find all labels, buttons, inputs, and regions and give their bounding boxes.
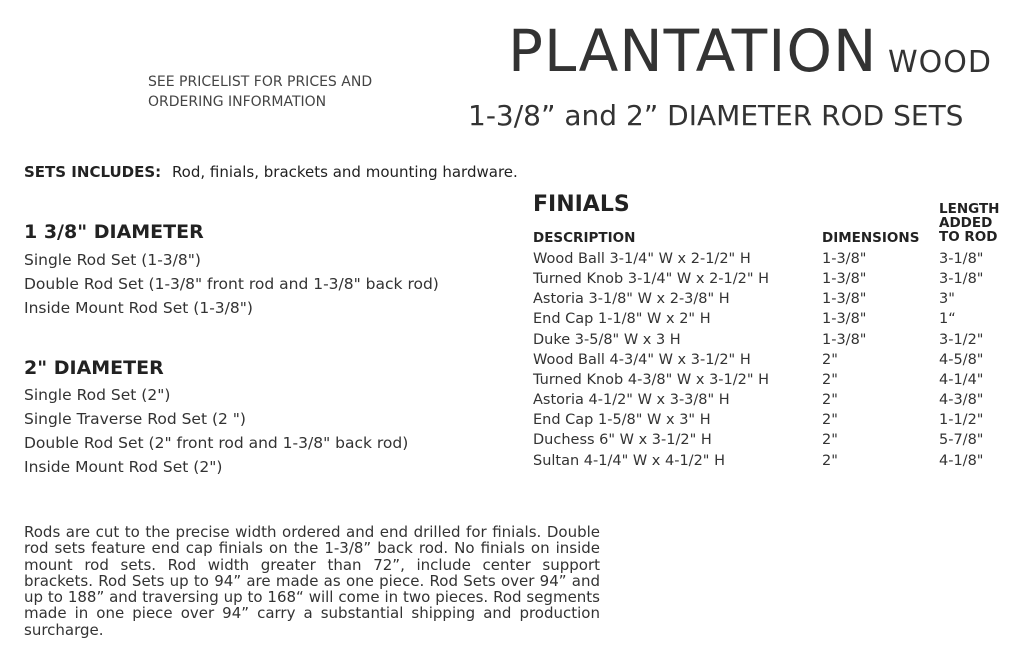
list-item: Inside Mount Rod Set (1-3/8") <box>24 299 253 317</box>
finial-description: Duke 3-5/8" W x 3 H <box>533 332 681 348</box>
column-header-description: DESCRIPTION <box>533 230 636 246</box>
finials-heading: FINIALS <box>533 192 630 217</box>
column-header-length-line-1: LENGTH <box>939 201 1000 217</box>
finial-length: 4-3/8" <box>939 392 984 408</box>
list-item: Double Rod Set (1-3/8" front rod and 1-3/8" back rod) <box>24 275 439 293</box>
finial-description: Duchess 6" W x 3-1/2" H <box>533 432 712 448</box>
column-header-length-line-3: TO ROD <box>939 229 998 245</box>
finial-dimensions: 2" <box>822 453 838 469</box>
list-item: Single Rod Set (1-3/8") <box>24 251 201 269</box>
diameter-heading-2: 2" DIAMETER <box>24 357 164 379</box>
finial-dimensions: 2" <box>822 412 838 428</box>
list-item: Single Rod Set (2") <box>24 386 171 404</box>
finial-description: Wood Ball 4-3/4" W x 3-1/2" H <box>533 352 751 368</box>
finial-dimensions: 1-3/8" <box>822 291 867 307</box>
finial-dimensions: 1-3/8" <box>822 271 867 287</box>
page-title: PLANTATION <box>508 17 878 85</box>
finial-dimensions: 2" <box>822 372 838 388</box>
finial-dimensions: 2" <box>822 432 838 448</box>
rod-set-list-1-3-8 <box>24 248 439 320</box>
finial-dimensions: 2" <box>822 352 838 368</box>
list-item: Single Traverse Rod Set (2 ") <box>24 410 246 428</box>
finial-length: 1-1/2" <box>939 412 984 428</box>
sets-includes-text: Rod, finials, brackets and mounting hardware. <box>171 163 518 181</box>
pricelist-notice <box>148 72 372 112</box>
finial-length: 5-7/8" <box>939 432 984 448</box>
finial-description: End Cap 1-1/8" W x 2" H <box>533 311 711 327</box>
finial-description: Astoria 3-1/8" W x 2-3/8" H <box>533 291 730 307</box>
sets-includes <box>24 163 518 181</box>
rod-set-list-2 <box>24 383 408 479</box>
finial-length: 3-1/8" <box>939 271 984 287</box>
finial-description: Astoria 4-1/2" W x 3-3/8" H <box>533 392 730 408</box>
list-item: Double Rod Set (2" front rod and 1-3/8" back rod) <box>24 434 409 452</box>
finial-length: 4-1/8" <box>939 453 984 469</box>
finial-length: 3-1/8" <box>939 251 984 267</box>
finial-length: 3-1/2" <box>939 332 984 348</box>
list-item: Inside Mount Rod Set (2") <box>24 458 223 476</box>
finial-description: End Cap 1-5/8" W x 3" H <box>533 412 711 428</box>
finial-dimensions: 2" <box>822 392 838 408</box>
page-title-suffix: WOOD <box>888 45 992 80</box>
rod-notes-paragraph: Rods are cut to the precise width ordered and end drilled for finials. Double rod sets feature end cap finials on the 1-3/8” back rod. No finials on inside mount rod sets. Rod width greater than 72”, include center support brackets. Rod Sets up to 94” are made as one piece. Rod Sets over 94” and up to 188” and traversing up to 168“ will come in two pieces. Rod segments made in one piece over 94” carry a substantial shipping and production surcharge. <box>24 523 600 639</box>
column-header-length <box>939 202 1009 244</box>
page-subtitle: 1-3/8” and 2” DIAMETER ROD SETS <box>468 99 964 132</box>
finial-description: Sultan 4-1/4" W x 4-1/2" H <box>533 453 725 469</box>
finial-length: 3" <box>939 291 955 307</box>
notice-line-2: ORDERING INFORMATION <box>148 94 327 110</box>
finial-dimensions: 1-3/8" <box>822 332 867 348</box>
notice-line-1: SEE PRICELIST FOR PRICES AND <box>148 74 373 90</box>
finial-description: Turned Knob 3-1/4" W x 2-1/2" H <box>533 271 770 287</box>
finial-dimensions: 1-3/8" <box>822 311 867 327</box>
column-header-length-line-2: ADDED <box>939 215 993 231</box>
finial-length: 1“ <box>939 311 956 327</box>
finial-description: Wood Ball 3-1/4" W x 2-1/2" H <box>533 251 751 267</box>
finial-description: Turned Knob 4-3/8" W x 3-1/2" H <box>533 372 770 388</box>
finial-length: 4-5/8" <box>939 352 984 368</box>
column-header-dimensions: DIMENSIONS <box>822 230 920 246</box>
diameter-heading-1-3-8: 1 3/8" DIAMETER <box>24 221 204 243</box>
finial-length: 4-1/4" <box>939 372 984 388</box>
sets-includes-label: SETS INCLUDES: <box>24 163 162 181</box>
finial-dimensions: 1-3/8" <box>822 251 867 267</box>
